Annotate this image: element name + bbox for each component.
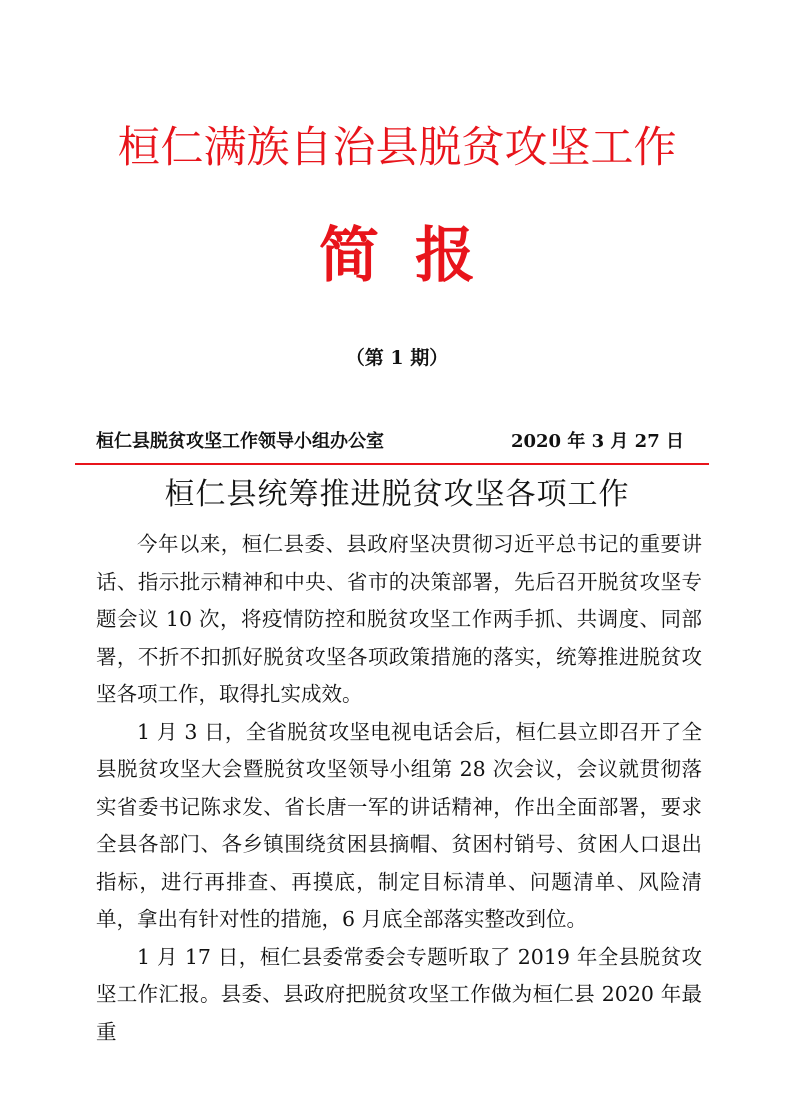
- masthead-title: 桓仁满族自治县脱贫攻坚工作: [117, 123, 677, 173]
- article-title: 桓仁县统筹推进脱贫攻坚各项工作: [164, 477, 630, 512]
- header-row: [96, 428, 692, 456]
- paragraph: 1 月 3 日，全省脱贫攻坚电视电话会后，桓仁县立即召开了全县脱贫攻坚大会暨脱贫攻坚领导小组第 28 次会议，会议就贯彻落实省委书记陈求发、省长唐一军的讲话精神，作出全面部署，要求全县各部门、各乡镇围绕贫困县摘帽、贫困村销号、贫困人口退出指标，进行再排查、再摸底，制定目标清单、问题清单、风险清单，拿出有针对性的措施，6 月底全部落实整改到位。: [96, 719, 702, 931]
- issuing-office: 桓仁县脱贫攻坚工作领导小组办公室: [96, 431, 384, 452]
- article-body: [96, 526, 702, 1051]
- red-divider: [75, 463, 709, 465]
- paragraph: 1 月 17 日，桓仁县委常委会专题听取了 2019 年全县脱贫攻坚工作汇报。县委、县政府把脱贫攻坚工作做为桓仁县 2020 年最重: [96, 944, 702, 1044]
- issue-date: 2020 年 3 月 27 日: [510, 431, 684, 452]
- issue-number: （第 1 期）: [345, 347, 449, 369]
- masthead-subtitle: 简报: [319, 221, 511, 291]
- paragraph: 今年以来，桓仁县委、县政府坚决贯彻习近平总书记的重要讲话、指示批示精神和中央、省市的决策部署，先后召开脱贫攻坚专题会议 10 次，将疫情防控和脱贫攻坚工作两手抓、共调度、同部署，不折不扣抓好脱贫攻坚各项政策措施的落实，统筹推进脱贫攻坚各项工作，取得扎实成效。: [96, 532, 702, 706]
